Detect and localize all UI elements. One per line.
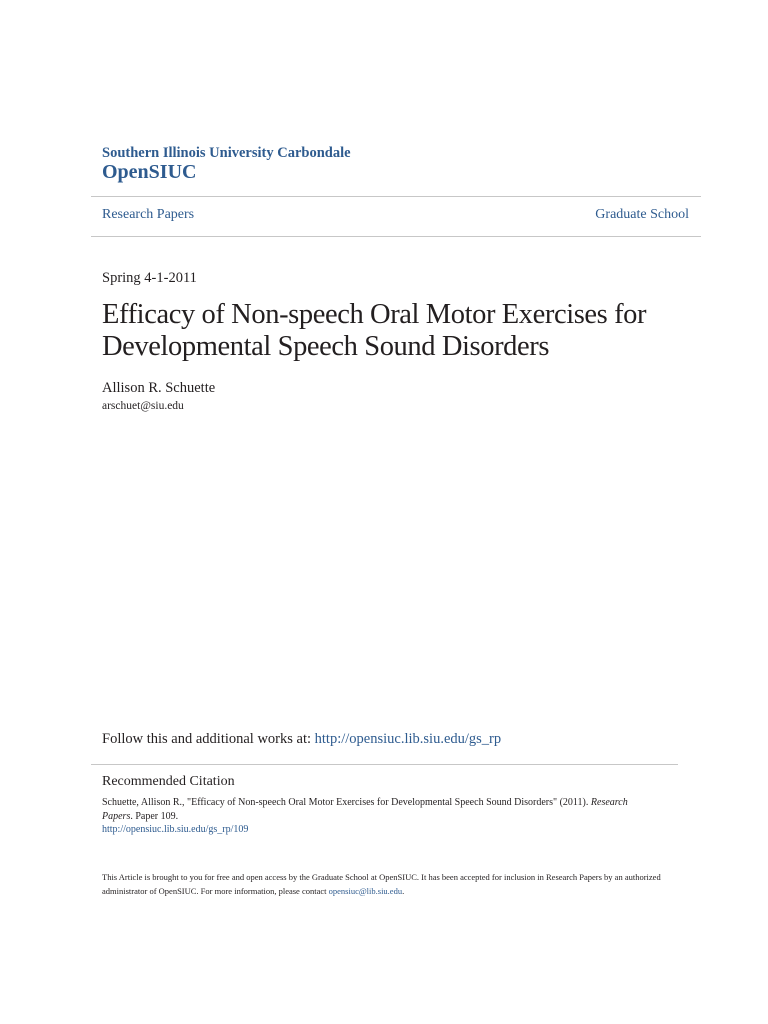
follow-label: Follow this and additional works at: bbox=[102, 731, 315, 747]
citation-tail: . Paper 109. bbox=[130, 810, 179, 822]
author-name: Allison R. Schuette bbox=[102, 380, 216, 396]
citation-heading: Recommended Citation bbox=[102, 774, 235, 789]
university-name[interactable]: Southern Illinois University Carbondale bbox=[102, 145, 351, 161]
follow-line bbox=[102, 731, 501, 748]
citation-text bbox=[102, 796, 658, 823]
divider-citation bbox=[91, 764, 678, 765]
divider-top bbox=[91, 196, 701, 197]
publication-date: Spring 4-1-2011 bbox=[102, 270, 197, 286]
contact-email-link[interactable]: opensiuc@lib.siu.edu bbox=[328, 885, 403, 896]
author-email: arschuet@siu.edu bbox=[102, 400, 184, 412]
collection-url-link[interactable]: http://opensiuc.lib.siu.edu/gs_rp bbox=[314, 731, 502, 747]
notice-text: This Article is brought to you for free and open access by the Graduate School at OpenSIUC. It has been accepted for inclusion in Research Papers by an authorized administrator of OpenSIUC. For more information, please contact bbox=[102, 872, 661, 896]
graduate-school-link[interactable]: Graduate School bbox=[595, 207, 689, 222]
repository-name[interactable]: OpenSIUC bbox=[102, 161, 197, 183]
citation-main: Schuette, Allison R., "Efficacy of Non-speech Oral Motor Exercises for Developmental Speech Sound Disorders" (2011). bbox=[102, 797, 591, 808]
citation-url-link[interactable]: http://opensiuc.lib.siu.edu/gs_rp/109 bbox=[102, 824, 249, 835]
citation-series: Research Papers bbox=[102, 797, 628, 822]
research-papers-link[interactable]: Research Papers bbox=[102, 207, 195, 222]
access-notice bbox=[102, 871, 667, 898]
notice-end: . bbox=[402, 885, 405, 896]
article-title: Efficacy of Non-speech Oral Motor Exercises for Developmental Speech Sound Disorders bbox=[102, 299, 647, 362]
divider-bottom bbox=[91, 236, 701, 237]
